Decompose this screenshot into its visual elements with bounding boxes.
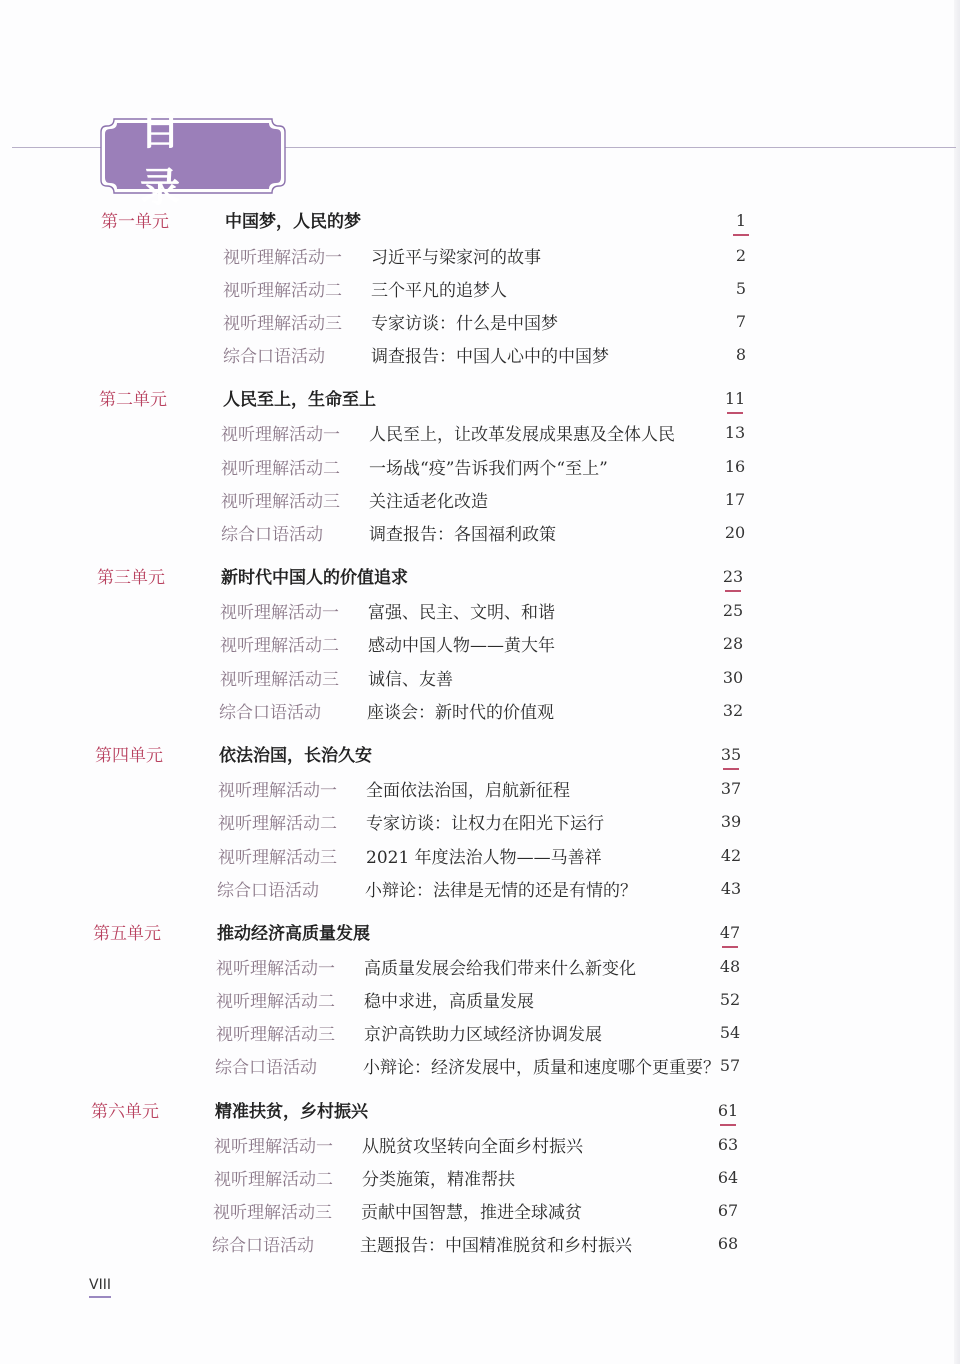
activity-title: 诚信、友善 [368, 670, 453, 690]
unit-label: 第一单元 [101, 212, 169, 232]
activity-page-number: 28 [722, 634, 744, 653]
activity-title: 稳中求进，高质量发展 [364, 992, 534, 1012]
toc-activity[interactable] [221, 520, 861, 544]
page-edge [954, 0, 960, 1364]
activity-type: 视听理解活动三 [216, 1025, 335, 1045]
unit-label: 第五单元 [93, 924, 161, 944]
activity-type: 视听理解活动二 [216, 992, 335, 1012]
activity-page-number: 17 [724, 490, 746, 509]
activity-title: 京沪高铁助力区域经济协调发展 [364, 1025, 602, 1045]
activity-type: 视听理解活动二 [218, 814, 337, 834]
activity-page-number: 2 [735, 246, 747, 265]
toc-activity[interactable] [218, 809, 858, 833]
toc-activity[interactable] [218, 776, 858, 800]
activity-title: 小辩论：经济发展中，质量和速度哪个更重要？ [363, 1058, 720, 1078]
activity-type: 视听理解活动一 [221, 425, 340, 445]
toc-activity[interactable] [214, 1132, 854, 1156]
activity-page-number: 20 [724, 523, 746, 542]
toc-activity[interactable] [223, 276, 863, 300]
activity-title: 小辩论：法律是无情的还是有情的？ [365, 881, 637, 901]
activity-type: 视听理解活动一 [214, 1137, 333, 1157]
activity-page-number: 43 [720, 879, 742, 898]
activity-page-number: 63 [717, 1135, 739, 1154]
activity-page-number: 48 [719, 957, 741, 976]
activity-type: 视听理解活动三 [213, 1203, 332, 1223]
activity-title: 2021 年度法治人物——马善祥 [366, 848, 602, 868]
toc-activity[interactable] [223, 342, 863, 366]
activity-type: 视听理解活动二 [214, 1170, 333, 1190]
activity-page-number: 68 [717, 1234, 739, 1253]
toc-activity[interactable] [220, 665, 860, 689]
unit-label: 第二单元 [99, 390, 167, 410]
activity-title: 全面依法治国，启航新征程 [366, 781, 570, 801]
unit-title-link[interactable]: 中国梦，人民的梦 [225, 212, 361, 232]
activity-title: 习近平与梁家河的故事 [371, 248, 541, 268]
toc-activity[interactable] [216, 1020, 856, 1044]
activity-type: 综合口语活动 [215, 1058, 317, 1078]
activity-type: 视听理解活动一 [218, 781, 337, 801]
activity-page-number: 13 [724, 423, 746, 442]
unit-label: 第四单元 [95, 746, 163, 766]
toc-title-badge [100, 107, 286, 211]
activity-title: 从脱贫攻坚转向全面乡村振兴 [362, 1137, 583, 1157]
unit-title-link[interactable]: 精准扶贫，乡村振兴 [215, 1102, 368, 1122]
toc-activity[interactable] [216, 954, 856, 978]
unit-page-number[interactable]: 35 [716, 745, 746, 764]
activity-type: 综合口语活动 [212, 1236, 314, 1256]
activity-title: 高质量发展会给我们带来什么新变化 [364, 959, 636, 979]
toc-title: 目录 [140, 107, 220, 211]
toc-activity[interactable] [216, 987, 856, 1011]
activity-page-number: 42 [720, 846, 742, 865]
activity-page-number: 7 [735, 312, 747, 331]
activity-page-number: 67 [717, 1201, 739, 1220]
activity-page-number: 25 [722, 601, 744, 620]
toc-activity[interactable] [221, 487, 861, 511]
toc-activity[interactable] [214, 1165, 854, 1189]
toc-activity[interactable] [223, 243, 863, 267]
activity-page-number: 8 [735, 345, 747, 364]
unit-page-number[interactable]: 1 [726, 211, 756, 230]
activity-page-number: 52 [719, 990, 741, 1009]
toc-activity[interactable] [218, 843, 858, 867]
unit-title-link[interactable]: 依法治国，长治久安 [219, 746, 372, 766]
activity-title: 关注适老化改造 [369, 492, 488, 512]
activity-title: 调查报告：各国福利政策 [369, 525, 556, 545]
activity-title: 主题报告：中国精准脱贫和乡村振兴 [360, 1236, 632, 1256]
activity-title: 贡献中国智慧，推进全球减贫 [361, 1203, 582, 1223]
toc-activity[interactable] [212, 1231, 852, 1255]
activity-page-number: 5 [735, 279, 747, 298]
activity-page-number: 30 [722, 668, 744, 687]
unit-page-number[interactable]: 47 [715, 923, 745, 942]
activity-title: 富强、民主、文明、和谐 [368, 603, 555, 623]
unit-title-link[interactable]: 人民至上，生命至上 [223, 390, 376, 410]
activity-title: 感动中国人物——黄大年 [368, 636, 555, 656]
activity-title: 调查报告：中国人心中的中国梦 [371, 347, 609, 367]
activity-type: 视听理解活动二 [221, 459, 340, 479]
activity-title: 专家访谈：让权力在阳光下运行 [366, 814, 604, 834]
activity-page-number: 57 [719, 1056, 741, 1075]
activity-type: 视听理解活动一 [220, 603, 339, 623]
toc-activity[interactable] [221, 454, 861, 478]
toc-activity[interactable] [215, 1053, 855, 1077]
unit-title-link[interactable]: 推动经济高质量发展 [217, 924, 370, 944]
toc-activity[interactable] [220, 631, 860, 655]
activity-type: 综合口语活动 [217, 881, 319, 901]
activity-page-number: 37 [720, 779, 742, 798]
activity-page-number: 32 [722, 701, 744, 720]
toc-activity[interactable] [219, 698, 859, 722]
toc-activity[interactable] [217, 876, 857, 900]
activity-type: 视听理解活动三 [223, 314, 342, 334]
unit-label: 第六单元 [91, 1102, 159, 1122]
activity-type: 视听理解活动二 [220, 636, 339, 656]
unit-title-link[interactable]: 新时代中国人的价值追求 [221, 568, 408, 588]
activity-type: 视听理解活动一 [223, 248, 342, 268]
activity-page-number: 39 [720, 812, 742, 831]
activity-type: 视听理解活动三 [218, 848, 337, 868]
activity-title: 座谈会：新时代的价值观 [367, 703, 554, 723]
activity-title: 一场战“疫”告诉我们两个“至上” [369, 459, 608, 479]
activity-type: 视听理解活动三 [220, 670, 339, 690]
activity-title: 专家访谈：什么是中国梦 [371, 314, 558, 334]
activity-page-number: 54 [719, 1023, 741, 1042]
unit-page-number[interactable]: 61 [713, 1101, 743, 1120]
unit-label: 第三单元 [97, 568, 165, 588]
activity-title: 人民至上，让改革发展成果惠及全体人民 [369, 425, 675, 445]
unit-page-number[interactable]: 11 [720, 389, 750, 408]
activity-type: 综合口语活动 [219, 703, 321, 723]
page-folio: VIII [89, 1277, 111, 1293]
activity-type: 视听理解活动一 [216, 959, 335, 979]
activity-type: 视听理解活动三 [221, 492, 340, 512]
toc-activity[interactable] [213, 1198, 853, 1222]
activity-title: 三个平凡的追梦人 [371, 281, 507, 301]
toc-activity[interactable] [221, 420, 861, 444]
activity-type: 综合口语活动 [221, 525, 323, 545]
unit-page-number[interactable]: 23 [718, 567, 748, 586]
activity-page-number: 16 [724, 457, 746, 476]
toc-activity[interactable] [223, 309, 863, 333]
activity-type: 视听理解活动二 [223, 281, 342, 301]
activity-title: 分类施策，精准帮扶 [362, 1170, 515, 1190]
activity-page-number: 64 [717, 1168, 739, 1187]
activity-type: 综合口语活动 [223, 347, 325, 367]
toc-activity[interactable] [220, 598, 860, 622]
